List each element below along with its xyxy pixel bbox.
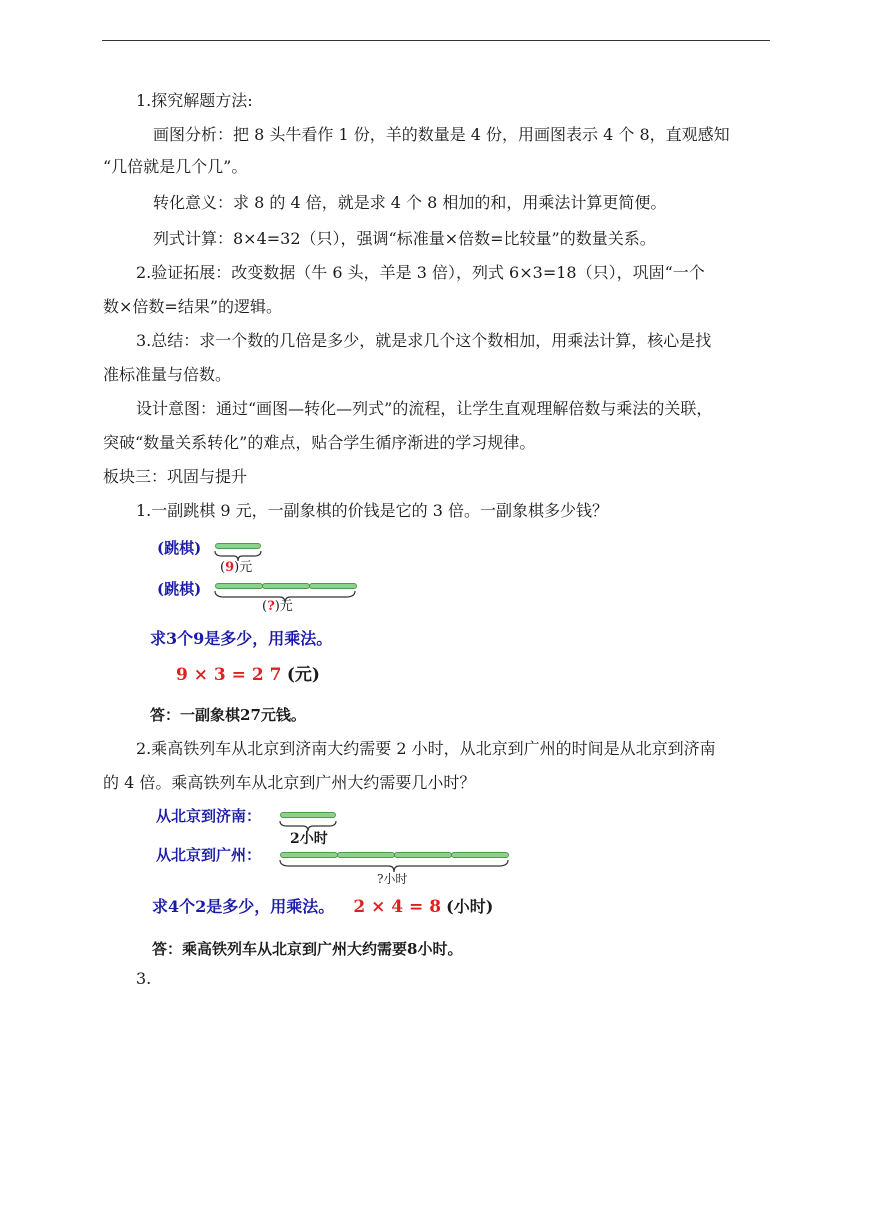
p2-line2: 数×倍数=结果”的逻辑。	[103, 297, 282, 316]
q2-brace-top-text: 2小时	[290, 831, 328, 847]
q1-bar-top	[215, 543, 261, 549]
p2-line1: 2.验证拓展：改变数据（牛 6 头，羊是 3 倍），列式 6×3=18（只），巩固“一个	[136, 263, 705, 282]
q1-bar-bottom-2	[262, 583, 310, 589]
q2-unit: (小时)	[446, 897, 494, 916]
p3-line2: 准标准量与倍数。	[103, 365, 232, 384]
q2-brace-bottom-text: ?小时	[377, 872, 408, 886]
q1-equation-row	[176, 665, 320, 685]
q1-question: 1.一副跳棋 9 元，一副象棋的价钱是它的 3 倍。一副象棋多少钱？	[136, 501, 608, 520]
p1-title: 1.探究解题方法:	[136, 91, 253, 110]
q2-question-line2: 的 4 倍。乘高铁列车从北京到广州大约需要几小时？	[103, 773, 476, 792]
q3-number: 3.	[136, 969, 152, 988]
q2-method: 求4个2是多少，用乘法。	[152, 897, 335, 916]
q1-label-bottom: (跳棋)	[157, 580, 202, 598]
design-line2: 突破“数量关系转化”的难点，贴合学生循序渐进的学习规律。	[103, 433, 536, 452]
q1-brace-bottom-text: (?)元	[262, 599, 293, 614]
p1-draw-line1: 画图分析：把 8 头牛看作 1 份，羊的数量是 4 份，用画图表示 4 个 8，直观感知	[153, 125, 730, 144]
q1-bar-bottom-1	[215, 583, 263, 589]
p1-draw-line2: “几倍就是几个几”。	[103, 157, 248, 176]
p1-calc: 列式计算：8×4=32（只），强调“标准量×倍数=比较量”的数量关系。	[153, 229, 656, 248]
q1-unit: (元)	[286, 665, 320, 685]
q2-question-line1: 2.乘高铁列车从北京到济南大约需要 2 小时，从北京到广州的时间是从北京到济南	[136, 739, 716, 758]
p3-line1: 3.总结：求一个数的几倍是多少，就是求几个这个数相加，用乘法计算，核心是找	[136, 331, 712, 350]
q1-method: 求3个9是多少，用乘法。	[150, 629, 333, 648]
q2-label-top: 从北京到济南：	[156, 807, 262, 825]
q2-bar-bottom-4	[451, 852, 509, 858]
design-line1: 设计意图：通过“画图—转化—列式”的流程，让学生直观理解倍数与乘法的关联，	[136, 399, 713, 418]
q2-bar-top	[280, 812, 336, 818]
q2-method-row	[152, 897, 493, 917]
p1-convert: 转化意义：求 8 的 4 倍，就是求 4 个 8 相加的和，用乘法计算更简便。	[153, 193, 667, 212]
q2-equation: 2 × 4 = 8	[353, 897, 442, 917]
q2-bar-bottom-2	[337, 852, 395, 858]
q2-bar-bottom-3	[394, 852, 452, 858]
q1-label-top: (跳棋)	[157, 539, 202, 557]
q2-answer: 答：乘高铁列车从北京到广州大约需要8小时。	[152, 940, 463, 958]
q1-equation: 9 × 3 = 2 7	[176, 665, 282, 685]
q1-bar-bottom-3	[309, 583, 357, 589]
section-heading: 板块三：巩固与提升	[103, 467, 248, 486]
q1-brace-top-text: (9)元	[220, 560, 253, 575]
q1-answer: 答：一副象棋27元钱。	[150, 706, 306, 724]
header-rule	[102, 40, 770, 41]
q2-label-bottom: 从北京到广州：	[156, 846, 262, 864]
q2-bar-bottom-1	[280, 852, 338, 858]
